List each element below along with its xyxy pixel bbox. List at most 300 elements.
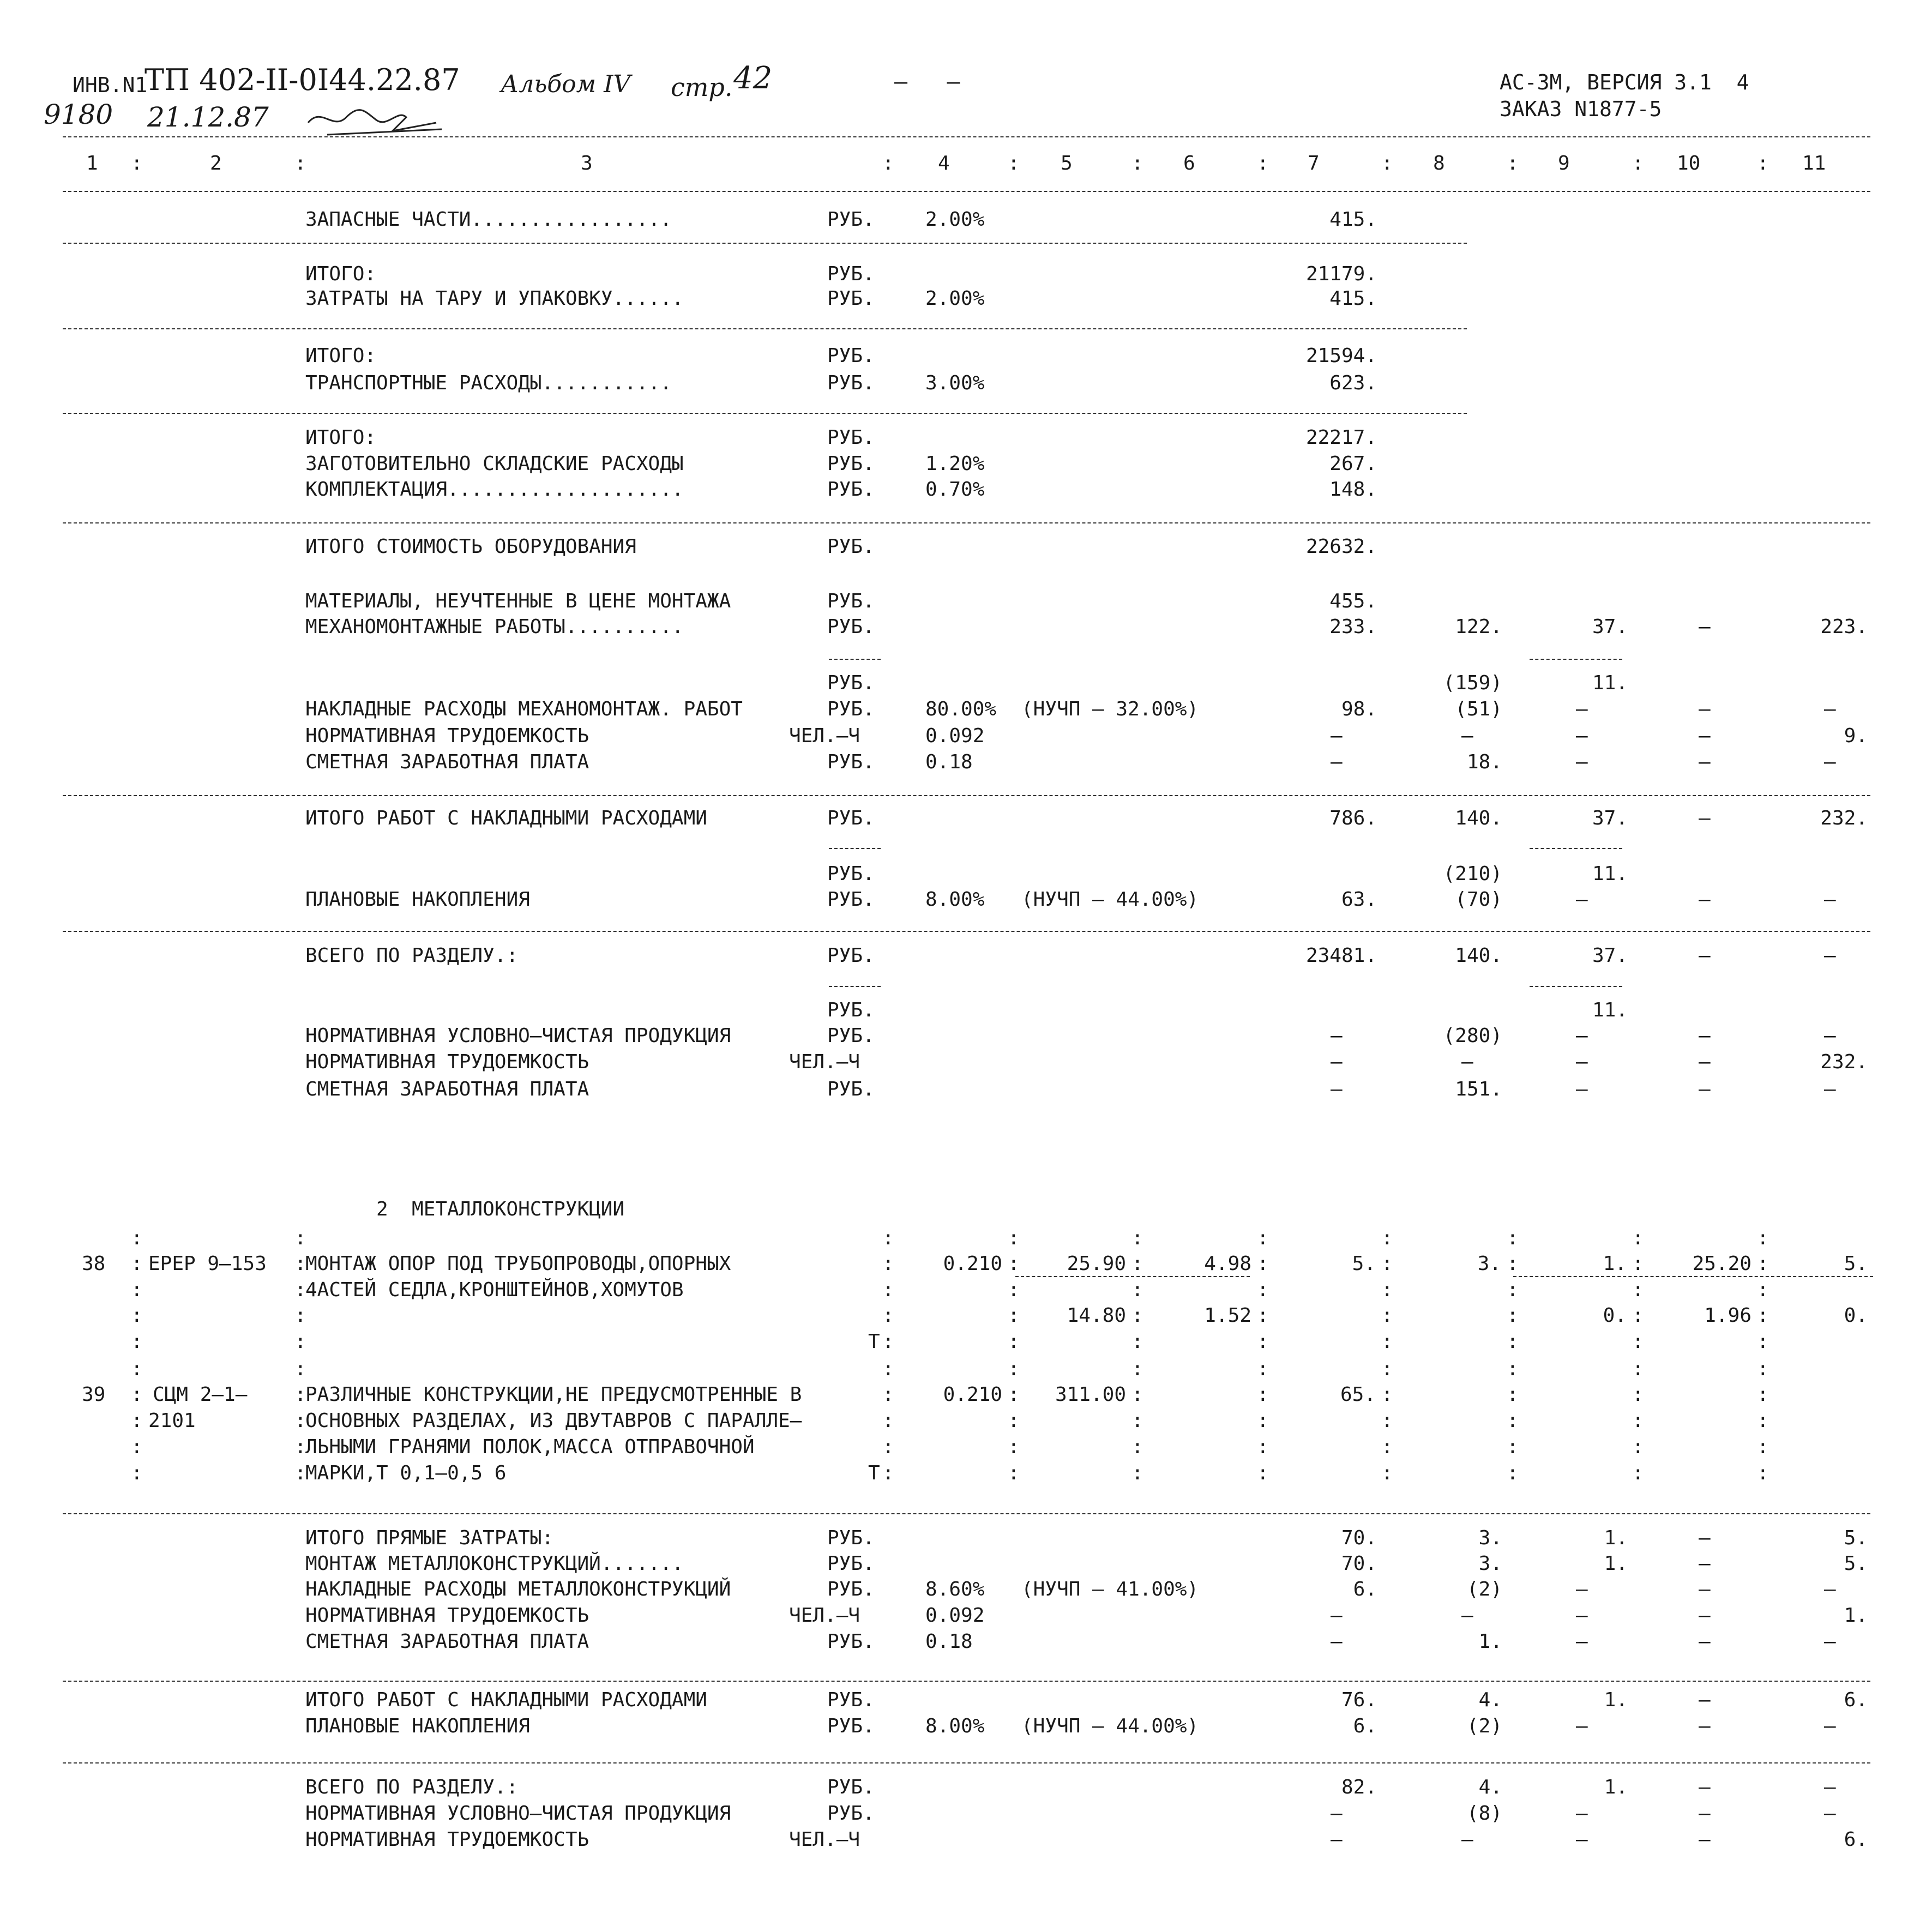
cell-c8: (51) [1455,698,1502,720]
col-separator: : [1008,1331,1020,1353]
row-label: ПЛАНОВЫЕ НАКОПЛЕНИЯ [305,888,530,911]
col-separator: : [294,1358,306,1380]
cell-c7: – [1331,1025,1343,1047]
row-unit: РУБ. [827,478,875,501]
cell-c11: – [1824,888,1836,911]
row-unit: РУБ. [827,888,875,911]
cell-c9: 1. [1604,1776,1628,1798]
cell-rule [1513,1276,1873,1277]
row-label: ТРАНСПОРТНЫЕ РАСХОДЫ........... [305,372,672,394]
cell-c10: – [1699,1527,1711,1549]
col-separator: : [1507,1331,1519,1353]
col-separator: : [882,1331,894,1353]
col-separator: : [131,1410,143,1432]
cell-c8: 4. [1478,1776,1502,1798]
rule [63,931,1870,932]
cell-c8: 3. [1478,1527,1502,1549]
cell-c11: 5. [1844,1527,1868,1549]
cell-c9: – [1576,698,1588,720]
row-label: ВСЕГО ПО РАЗДЕЛУ.: [305,1776,519,1798]
cell-c9: – [1576,1630,1588,1653]
row-label: ИТОГО: [305,345,377,367]
cell-c8: 1. [1478,1630,1502,1653]
cell-c7: 21594. [1305,345,1377,367]
item-code: 2101 [148,1410,196,1432]
program-version: АС-3М, ВЕРСИЯ 3.1 4 [1500,70,1749,94]
cell-c10: – [1699,1025,1711,1047]
col-header-10: 10 [1677,152,1701,174]
cell-c7: – [1331,751,1343,773]
row-note: (НУЧП – 44.00%) [1021,1715,1199,1737]
col-separator: : [294,1410,306,1432]
col-separator: : [131,1462,143,1484]
cell-c10: – [1699,1630,1711,1653]
col-separator: : [1507,1410,1519,1432]
cell-c10: – [1699,944,1711,967]
short-rule [1530,848,1622,849]
col-separator: : [1131,1304,1143,1327]
col-separator: : [1008,1227,1020,1249]
cell-c7: – [1331,1828,1343,1851]
cell-c5: 25.90 [1067,1253,1126,1275]
col-separator: : [1131,1383,1143,1406]
cell-c7: 455. [1329,590,1377,612]
cell-c7: 22217. [1305,426,1377,449]
col-separator: : [1257,1410,1269,1432]
cell-c10: – [1699,1689,1711,1711]
row-unit: РУБ. [827,1802,875,1825]
col-header-6: 6 [1183,152,1195,174]
cell-c7: – [1331,1802,1343,1825]
col-separator: : [1131,1462,1143,1484]
cell-c10: – [1699,1604,1711,1627]
row-unit: РУБ. [827,1025,875,1047]
col-separator: : [1757,1358,1769,1380]
item-description: ЛЬНЫМИ ГРАНЯМИ ПОЛОК,МАССА ОТПРАВОЧНОЙ [305,1436,755,1458]
row-unit: РУБ. [827,1078,875,1100]
cell-c10: – [1699,616,1711,638]
cell-c11: 6. [1844,1828,1868,1851]
row-rate: 1.20% [925,453,985,475]
row-unit: РУБ. [827,999,875,1021]
col-separator: : [1632,1304,1644,1327]
col-separator: : [1008,1410,1020,1432]
short-rule [829,659,881,660]
item-description: МОНТАЖ ОПОР ПОД ТРУБОПРОВОДЫ,ОПОРНЫХ [305,1253,731,1275]
cell-c11: – [1824,1776,1836,1798]
col-separator: : [294,1227,306,1249]
cell-c9: 11. [1592,672,1628,694]
cell-c9: 1. [1604,1552,1628,1575]
cell-c7: 415. [1329,208,1377,231]
cell-c9: – [1576,725,1588,747]
col-header-5: 5 [1061,152,1073,174]
cell-c10: – [1699,725,1711,747]
col-separator: : [294,1383,306,1406]
row-rate: 0.18 [925,751,973,773]
col-separator: : [1507,1227,1519,1249]
short-rule [829,986,881,987]
cell-c7: – [1331,1078,1343,1100]
col-separator: : [1257,1436,1269,1458]
cell-c9: – [1576,1578,1588,1600]
cell-c7: 6. [1353,1715,1377,1737]
row-unit: РУБ. [827,751,875,773]
row-label: НОРМАТИВНАЯ УСЛОВНО–ЧИСТАЯ ПРОДУКЦИЯ [305,1025,731,1047]
row-rate: 8.00% [925,888,985,911]
col-separator: : [1131,1410,1143,1432]
cell-c10: – [1699,1552,1711,1575]
col-separator: : [1257,1462,1269,1484]
row-note: (НУЧП – 44.00%) [1021,888,1199,911]
cell-c7: – [1331,725,1343,747]
header-dashes: – – [894,69,960,94]
col-separator: : [1507,1358,1519,1380]
row-unit: РУБ. [827,208,875,231]
col-separator: : [1131,1358,1143,1380]
cell-c9: 37. [1592,944,1628,967]
row-rate: 0.092 [925,1604,985,1627]
row-unit: РУБ. [827,1715,875,1737]
col-separator: : [1257,1253,1269,1275]
row-label: ВСЕГО ПО РАЗДЕЛУ.: [305,944,519,967]
row-unit: РУБ. [827,807,875,829]
row-note: (НУЧП – 41.00%) [1021,1578,1199,1600]
cell-c7: – [1331,1604,1343,1627]
row-label: ИТОГО СТОИМОСТЬ ОБОРУДОВАНИЯ [305,535,636,558]
row-unit: ЧЕЛ.–Ч [789,1828,860,1851]
col-separator: : [1257,1383,1269,1406]
row-unit: ЧЕЛ.–Ч [789,1051,860,1073]
short-rule [1530,986,1622,987]
col-separator: : [1131,152,1143,174]
col-separator: : [1757,1253,1769,1275]
col-separator: : [1632,152,1644,174]
cell-c9: 11. [1592,999,1628,1021]
row-label: СМЕТНАЯ ЗАРАБОТНАЯ ПЛАТА [305,1078,589,1100]
row-rate: 3.00% [925,372,985,394]
section-title: 2 МЕТАЛЛОКОНСТРУКЦИИ [376,1198,625,1220]
col-separator: : [1381,1410,1393,1432]
cell-c6: 1.52 [1204,1304,1251,1327]
cell-c8: – [1461,1828,1473,1851]
col-separator: : [1632,1253,1644,1275]
rule [63,522,1870,523]
col-separator: : [1381,1304,1393,1327]
cell-c10: 1.96 [1704,1304,1752,1327]
cell-c9: – [1576,888,1588,911]
row-rate: 0.18 [925,1630,973,1653]
cell-c11: – [1824,1078,1836,1100]
cell-c7: – [1331,1630,1343,1653]
cell-c7: 267. [1329,453,1377,475]
row-unit: РУБ. [827,863,875,885]
cell-c8: 3. [1477,1253,1501,1275]
cell-c7: 70. [1341,1527,1377,1549]
cell-c7: 63. [1341,888,1377,911]
col-separator: : [882,152,894,174]
item-description: МАРКИ,Т 0,1–0,5 6 [305,1462,507,1484]
cell-c11: 223. [1820,616,1868,638]
row-unit: РУБ. [827,590,875,612]
col-separator: : [1008,1279,1020,1301]
row-rate: 8.60% [925,1578,985,1600]
cell-c9: – [1576,1715,1588,1737]
rule [63,1513,1870,1514]
cell-c7: 70. [1341,1552,1377,1575]
cell-c9: 37. [1592,616,1628,638]
cell-c8: (8) [1466,1802,1502,1825]
col-separator: : [1507,1383,1519,1406]
cell-c5: 311.00 [1055,1383,1126,1406]
cell-c4: 0.210 [943,1253,1002,1275]
row-label: ИТОГО: [305,263,377,285]
col-separator: : [882,1358,894,1380]
col-separator: : [131,1383,143,1406]
cell-c8: (70) [1455,888,1502,911]
row-label: СМЕТНАЯ ЗАРАБОТНАЯ ПЛАТА [305,1630,589,1653]
cell-c9: 11. [1592,863,1628,885]
item-code: ЕРЕР 9–153 [148,1253,267,1275]
col-separator: : [882,1410,894,1432]
row-unit: РУБ. [827,1689,875,1711]
col-separator: : [1507,1253,1519,1275]
col-header-4: 4 [938,152,950,174]
row-unit: РУБ. [827,1552,875,1575]
col-separator: : [1131,1279,1143,1301]
cell-c10: – [1699,888,1711,911]
cell-c10: – [1699,1828,1711,1851]
cell-c9: – [1576,1025,1588,1047]
cell-c8: 140. [1455,807,1502,829]
item-description: 4АСТЕЙ СЕДЛА,КРОНШТЕЙНОВ,ХОМУТОВ [305,1279,684,1301]
cell-c7: 623. [1329,372,1377,394]
cell-c7: 21179. [1305,263,1377,285]
item-number: 39 [82,1383,106,1406]
col-separator: : [294,1304,306,1327]
cell-c8: 151. [1455,1078,1502,1100]
col-separator: : [882,1227,894,1249]
cell-c7: 23481. [1305,944,1377,967]
row-unit: РУБ. [827,616,875,638]
col-separator: : [1632,1410,1644,1432]
cell-rule [1015,1276,1250,1277]
cell-c9: – [1576,1802,1588,1825]
cell-c4: 0.210 [943,1383,1002,1406]
col-separator: : [1632,1462,1644,1484]
row-unit: РУБ. [827,698,875,720]
col-separator: : [1008,1253,1020,1275]
cell-c9: – [1576,1604,1588,1627]
cell-c11: – [1824,698,1836,720]
col-separator: : [1507,1462,1519,1484]
row-unit: РУБ. [827,287,875,310]
col-header-1: 1 [86,152,98,174]
col-separator: : [882,1279,894,1301]
col-separator: : [1381,1331,1393,1353]
col-separator: : [1757,1436,1769,1458]
col-separator: : [294,152,306,174]
cell-c9: – [1576,1051,1588,1073]
cell-c11: 232. [1820,807,1868,829]
row-label: ЗАПАСНЫЕ ЧАСТИ................. [305,208,672,231]
col-separator: : [1757,152,1769,174]
unit-mark: Т [868,1462,880,1484]
row-rate: 8.00% [925,1715,985,1737]
rule [63,136,1870,137]
col-separator: : [294,1253,306,1275]
col-separator: : [1381,1436,1393,1458]
row-unit: ЧЕЛ.–Ч [789,725,860,747]
cell-c8: 3. [1478,1552,1502,1575]
cell-c8: 18. [1466,751,1502,773]
cell-c8: (2) [1466,1578,1502,1600]
row-rate: 0.092 [925,725,985,747]
cell-c7: 786. [1329,807,1377,829]
col-header-9: 9 [1558,152,1570,174]
order-number: ЗАКАЗ N1877-5 [1500,97,1662,121]
cell-c11: – [1824,1630,1836,1653]
short-rule [829,848,881,849]
cell-c8: (210) [1443,863,1502,885]
cell-c8: 122. [1455,616,1502,638]
row-label: КОМПЛЕКТАЦИЯ.................... [305,478,684,501]
col-separator: : [1632,1383,1644,1406]
cell-c11: – [1824,1025,1836,1047]
col-separator: : [1632,1331,1644,1353]
col-separator: : [1257,1279,1269,1301]
col-separator: : [1257,1358,1269,1380]
cell-c11: 6. [1844,1689,1868,1711]
page-label: стр. [671,73,733,102]
col-separator: : [294,1331,306,1353]
cell-c10: – [1699,1802,1711,1825]
col-separator: : [294,1462,306,1484]
col-separator: : [1257,1227,1269,1249]
col-separator: : [1632,1436,1644,1458]
col-separator: : [882,1253,894,1275]
cell-c8: 4. [1478,1689,1502,1711]
cell-c10: – [1699,751,1711,773]
cell-c9: – [1576,751,1588,773]
cell-c10: – [1699,807,1711,829]
cell-c7: 82. [1341,1776,1377,1798]
col-separator: : [882,1436,894,1458]
col-separator: : [1381,1227,1393,1249]
col-separator: : [131,1304,143,1327]
item-code: СЦМ 2–1– [153,1383,248,1406]
cell-c9: 1. [1604,1527,1628,1549]
cell-c11: – [1824,1715,1836,1737]
row-label: НОРМАТИВНАЯ УСЛОВНО–ЧИСТАЯ ПРОДУКЦИЯ [305,1802,731,1825]
cell-c9: 1. [1603,1253,1627,1275]
col-separator: : [882,1462,894,1484]
cell-c6: 4.98 [1204,1253,1251,1275]
cell-c11: 232. [1820,1051,1868,1073]
col-separator: : [1757,1279,1769,1301]
row-rate: 0.70% [925,478,985,501]
cell-c7: 22632. [1305,535,1377,558]
row-label: ЗАГОТОВИТЕЛЬНО СКЛАДСКИЕ РАСХОДЫ [305,453,684,475]
project-code: ТП 402-II-0I44.22.87 [145,63,460,97]
cell-c7: 233. [1329,616,1377,638]
cell-c8: – [1461,1604,1473,1627]
col-separator: : [1381,1358,1393,1380]
col-separator: : [1381,1253,1393,1275]
col-separator: : [1757,1227,1769,1249]
cell-c9: 1. [1604,1689,1628,1711]
row-unit: РУБ. [827,1630,875,1653]
handwritten-number: 9180 [44,99,113,130]
col-separator: : [1507,1436,1519,1458]
row-label: НОРМАТИВНАЯ ТРУДОЕМКОСТЬ [305,1604,589,1627]
col-separator: : [1131,1227,1143,1249]
cell-c7: 98. [1341,698,1377,720]
col-separator: : [1757,1410,1769,1432]
col-separator: : [1008,1358,1020,1380]
col-separator: : [1257,1304,1269,1327]
col-separator: : [131,1358,143,1380]
cell-c11: 0. [1844,1304,1868,1327]
cell-c11: – [1824,944,1836,967]
signature-mark [305,101,447,139]
col-separator: : [1257,1331,1269,1353]
cell-c8: – [1461,725,1473,747]
row-label: МАТЕРИАЛЫ, НЕУЧТЕННЫЕ В ЦЕНЕ МОНТАЖА [305,590,731,612]
col-separator: : [1757,1383,1769,1406]
cell-c10: – [1699,1578,1711,1600]
col-separator: : [1757,1462,1769,1484]
row-label: СМЕТНАЯ ЗАРАБОТНАЯ ПЛАТА [305,751,589,773]
cell-c8: (159) [1443,672,1502,694]
row-label: МОНТАЖ МЕТАЛЛОКОНСТРУКЦИЙ....... [305,1552,684,1575]
cell-c11: – [1824,1802,1836,1825]
cell-c9: 0. [1603,1304,1627,1327]
cell-c8: – [1461,1051,1473,1073]
col-separator: : [1381,1279,1393,1301]
col-header-8: 8 [1433,152,1445,174]
row-unit: РУБ. [827,1578,875,1600]
col-separator: : [1632,1227,1644,1249]
col-separator: : [1008,1304,1020,1327]
cell-c10: – [1699,1715,1711,1737]
short-rule [1530,659,1622,660]
cell-c8: 140. [1455,944,1502,967]
col-separator: : [1008,1462,1020,1484]
cell-c10: – [1699,1078,1711,1100]
row-rate: 80.00% [925,698,997,720]
row-label: ПЛАНОВЫЕ НАКОПЛЕНИЯ [305,1715,530,1737]
handwritten-date: 21.12.87 [147,101,269,133]
page-number: 42 [733,61,773,96]
row-unit: РУБ. [827,345,875,367]
row-label: НАКЛАДНЫЕ РАСХОДЫ МЕТАЛЛОКОНСТРУКЦИЙ [305,1578,731,1600]
row-unit: РУБ. [827,453,875,475]
col-separator: : [1632,1358,1644,1380]
col-separator: : [1008,1383,1020,1406]
cell-c11: 9. [1844,725,1868,747]
col-separator: : [1632,1279,1644,1301]
cell-c7: 148. [1329,478,1377,501]
col-separator: : [131,1279,143,1301]
col-separator: : [1757,1331,1769,1353]
row-rate: 2.00% [925,208,985,231]
inventory-label: ИНВ.N1 [73,73,148,97]
col-separator: : [1381,1383,1393,1406]
col-separator: : [1131,1436,1143,1458]
row-label: ИТОГО РАБОТ С НАКЛАДНЫМИ РАСХОДАМИ [305,1689,707,1711]
rule [63,243,1467,244]
